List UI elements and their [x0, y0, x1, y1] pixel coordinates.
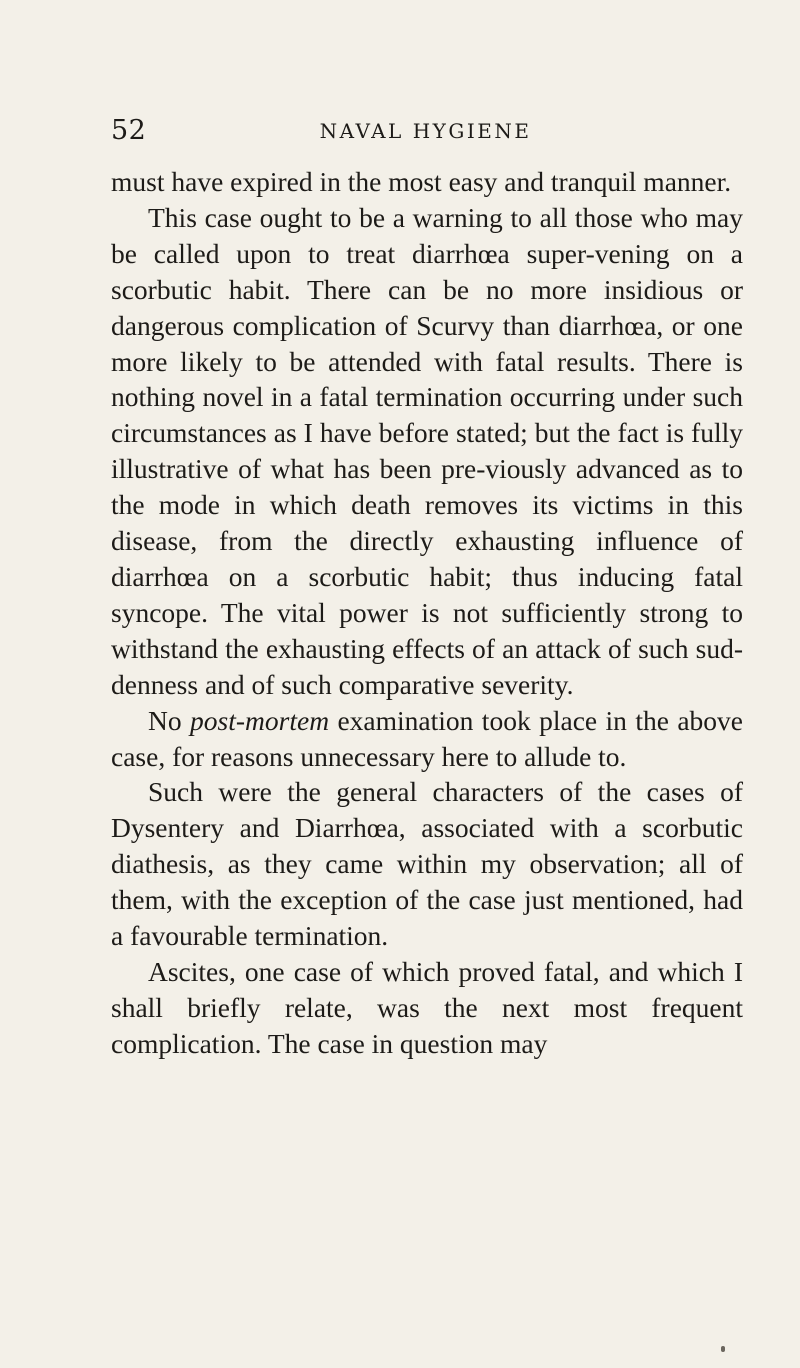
paragraph-3-italic-term: post-mortem — [190, 704, 330, 736]
page-number: 52 — [111, 115, 147, 146]
paragraph-3-rest: examination took place in the above case, for reasons unnecessary here to allude to. — [111, 704, 743, 772]
paragraph-5: Ascites, one case of which proved fatal, and which I shall briefly relate, was the next most frequent complication. The case in question may — [111, 955, 743, 1059]
paragraph-3 — [111, 703, 743, 775]
paragraph-3-lead: No — [148, 704, 191, 736]
print-mark — [721, 1346, 725, 1352]
paragraph-2: This case ought to be a warning to all those who may be called upon to treat diarrhœa super-vening on a scorbutic habit. There can be no more insidious or dangerous complication of Scurvy than diarrhœa, or one more likely to be attended with fatal results. There is nothing novel in a fatal termination occurring under such circumstances as I have before stated; but the fact is fully illustrative of what has been pre-viously advanced as to the mode in which death removes its victims in this disease, from the directly exhausting influence of diarrhœa on a scorbutic habit; thus inducing fatal syncope. The vital power is not sufficiently strong to withstand the exhausting effects of an attack of such sud-denness and of such comparative severity. — [111, 201, 743, 700]
body-text — [111, 164, 743, 1062]
running-title: NAVAL HYGIENE — [319, 119, 532, 143]
paragraph-4: Such were the general characters of the cases of Dysentery and Diarrhœa, associated with a scorbutic diathesis, as they came within my observation; all of them, with the exception of the case just mentioned, had a favourable termination. — [111, 776, 743, 952]
paragraph-1: must have expired in the most easy and tranquil manner. — [111, 166, 732, 197]
running-head — [111, 115, 740, 149]
